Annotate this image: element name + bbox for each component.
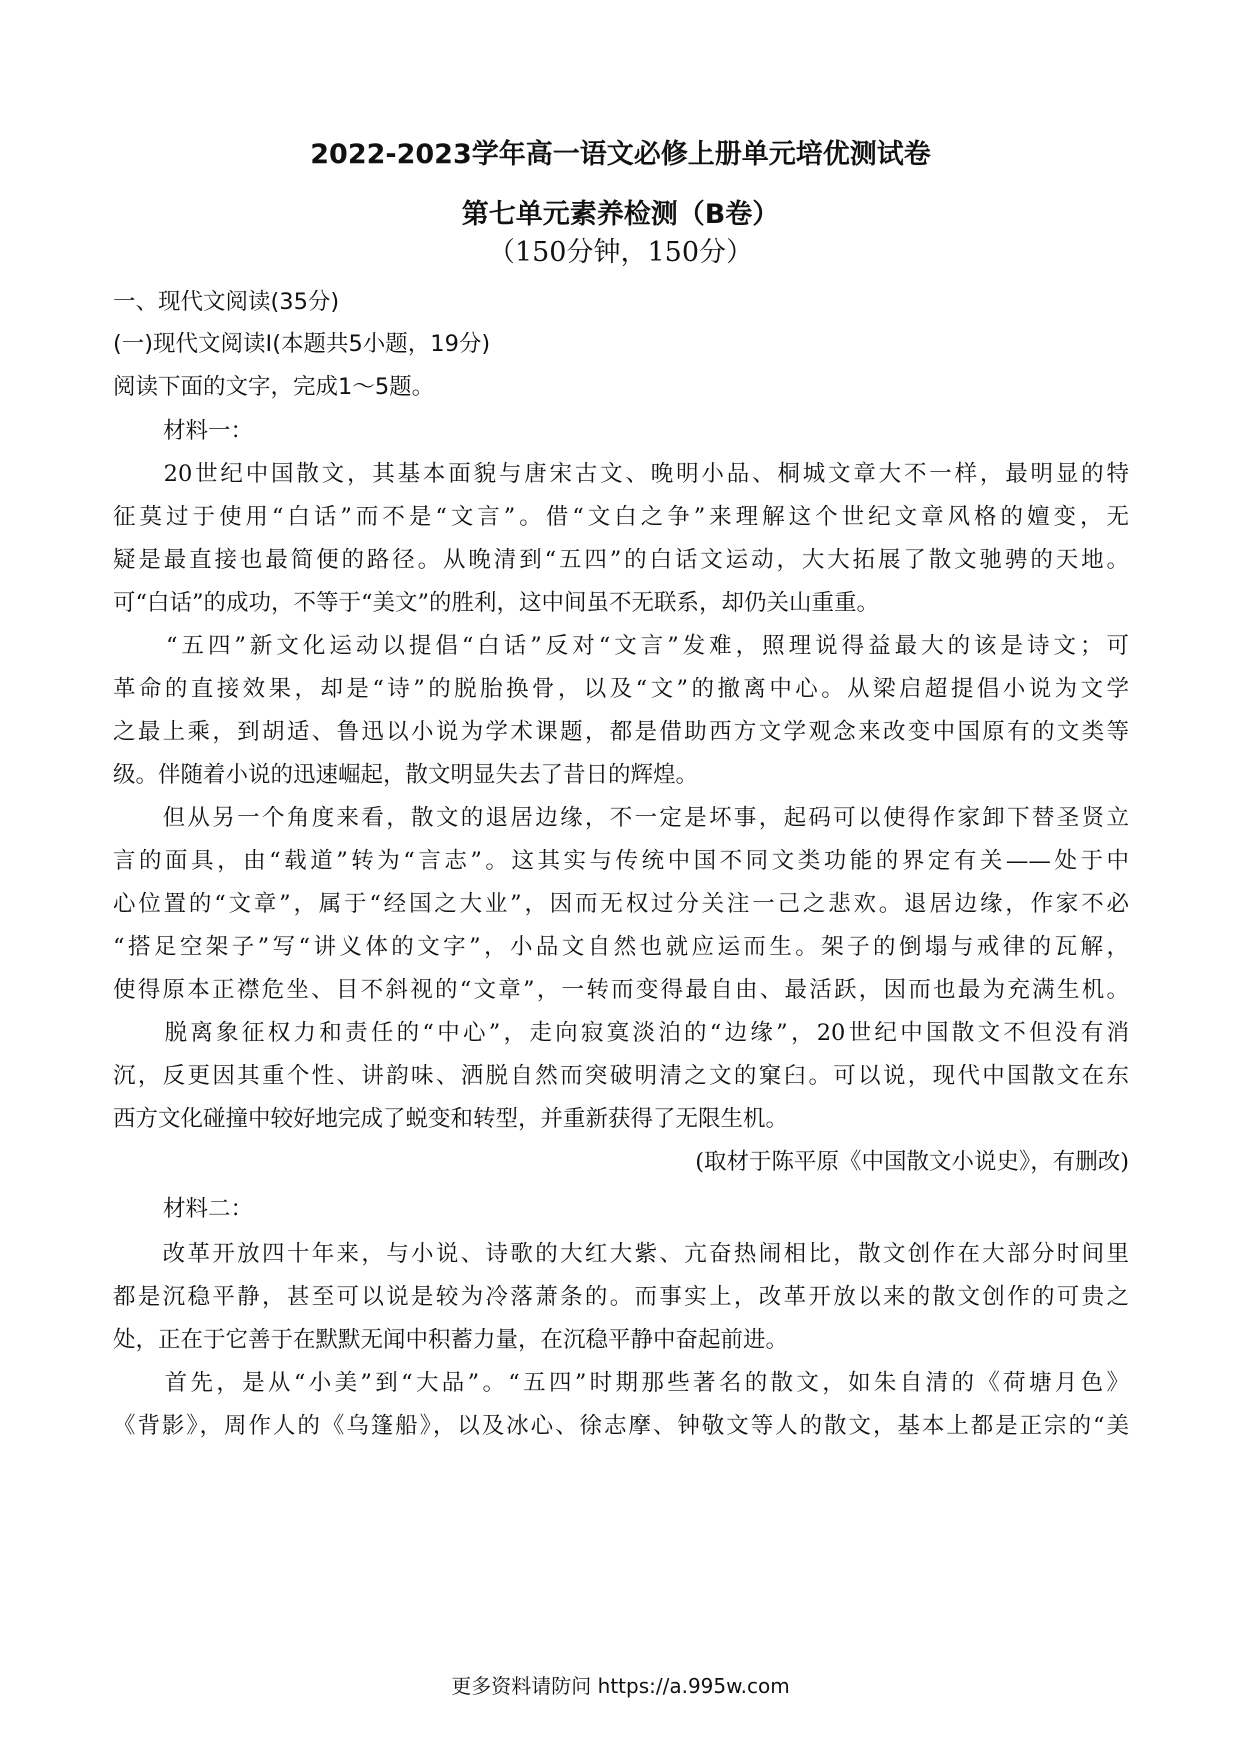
time-and-score: （150分钟，150分）: [487, 237, 754, 268]
paragraph-line: 心位置的“文章”，属于“经国之大业”，因而无权过分关注一己之悲欢。退居边缘，作家不必: [113, 891, 1129, 917]
paragraph-line: 但从另一个角度来看，散文的退居边缘，不一定是坏事，起码可以使得作家卸下替圣贤立: [113, 805, 1129, 831]
paragraph-line: “五四”新文化运动以提倡“白话”反对“文言”发难，照理说得益最大的该是诗文；可: [113, 633, 1129, 659]
material-one-label: 材料一：: [163, 418, 254, 444]
paragraph-line: 沉，反更因其重个性、讲韵味、洒脱自然而突破明清之文的窠臼。可以说，现代中国散文在东: [113, 1063, 1129, 1089]
paragraph-line: 《背影》，周作人的《乌篷船》，以及冰心、徐志摩、钟敬文等人的散文，基本上都是正宗的“美: [113, 1413, 1129, 1439]
paragraph-line: 之最上乘，到胡适、鲁迅以小说为学术课题，都是借助西方文学观念来改变中国原有的文类等: [113, 719, 1129, 745]
paragraph-line: 疑是最直接也最简便的路径。从晚清到“五四”的白话文运动，大大拓展了散文驰骋的天地。: [113, 547, 1129, 573]
paragraph-line: 脱离象征权力和责任的“中心”，走向寂寞淡泊的“边缘”，20世纪中国散文不但没有消: [113, 1020, 1129, 1046]
paragraph-line: 使得原本正襟危坐、目不斜视的“文章”，一转而变得最自由、最活跃，因而也最为充满生机。: [113, 977, 1129, 1003]
paragraph-line: 处，正在于它善于在默默无闻中积蓄力量，在沉稳平静中奋起前进。: [113, 1327, 789, 1353]
paragraph-line: 可“白话”的成功，不等于“美文”的胜利，这中间虽不无联系，却仍关山重重。: [113, 590, 880, 616]
paragraph-line: 西方文化碰撞中较好地完成了蜕变和转型，并重新获得了无限生机。: [113, 1106, 789, 1132]
document-title: 2022-2023学年高一语文必修上册单元培优测试卷: [310, 139, 931, 170]
section-heading: 一、现代文阅读(35分): [113, 289, 340, 315]
instruction-text: 阅读下面的文字，完成1～5题。: [113, 374, 435, 400]
subsection-heading: (一)现代文阅读Ⅰ(本题共5小题，19分): [113, 331, 491, 357]
paragraph-line: 20世纪中国散文，其基本面貌与唐宋古文、晚明小品、桐城文章大不一样，最明显的特: [113, 461, 1129, 487]
source-citation: (取材于陈平原《中国散文小说史》，有删改): [695, 1149, 1129, 1175]
footer-link-text[interactable]: 更多资料请防问 https://a.995w.com: [451, 1674, 790, 1698]
paragraph-line: 首先，是从“小美”到“大品”。“五四”时期那些著名的散文，如朱自清的《荷塘月色》: [113, 1370, 1129, 1396]
document-subtitle: 第七单元素养检测（B卷）: [461, 199, 780, 230]
paragraph-line: “搭足空架子”写“讲义体的文字”，小品文自然也就应运而生。架子的倒塌与戒律的瓦解，: [113, 934, 1129, 960]
paragraph-line: 都是沉稳平静，甚至可以说是较为冷落萧条的。而事实上，改革开放以来的散文创作的可贵之: [113, 1284, 1129, 1310]
paragraph-line: 言的面具，由“载道”转为“言志”。这其实与传统中国不同文类功能的界定有关——处于中: [113, 848, 1129, 874]
paragraph-line: 征莫过于使用“白话”而不是“文言”。借“文白之争”来理解这个世纪文章风格的嬗变，无: [113, 504, 1129, 530]
material-two-label: 材料二：: [163, 1196, 254, 1222]
paragraph-line: 级。伴随着小说的迅速崛起，散文明显失去了昔日的辉煌。: [113, 762, 699, 788]
paragraph-line: 革命的直接效果，却是“诗”的脱胎换骨，以及“文”的撤离中心。从梁启超提倡小说为文学: [113, 676, 1129, 702]
paragraph-line: 改革开放四十年来，与小说、诗歌的大红大紫、亢奋热闹相比，散文创作在大部分时间里: [113, 1241, 1129, 1267]
